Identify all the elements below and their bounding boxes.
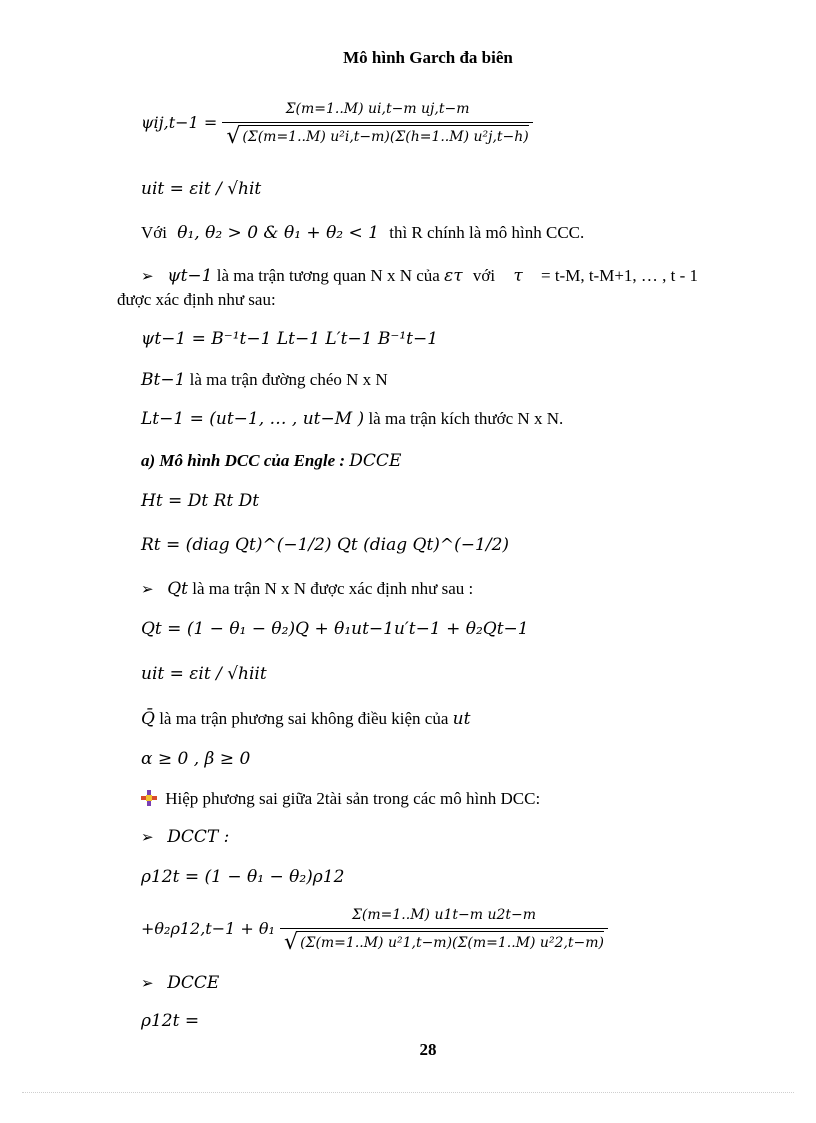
sqrt-icon: √ — [226, 124, 241, 149]
covariance-text: Hiệp phương sai giữa 2tài sản trong các mô hình DCC: — [165, 789, 541, 808]
condition-math: θ₁, θ₂ > 0 & θ₁ + θ₂ < 1 — [177, 223, 379, 243]
bullet-q-math: Qt — [167, 579, 189, 599]
section-a-heading — [141, 450, 401, 472]
equation-rho-2-fraction — [280, 904, 608, 954]
section-a-math: DCCE — [349, 451, 402, 471]
condition-prefix: Với — [141, 223, 167, 242]
equation-rho-3: ρ12t = — [141, 1011, 200, 1031]
bullet-psi-text1: là ma trận tương quan N x N của — [216, 266, 440, 285]
arrow-bullet-icon: ➢ — [141, 830, 154, 846]
colorful-plus-bullet-icon — [141, 790, 157, 806]
arrow-bullet-icon: ➢ — [141, 976, 154, 992]
equation-psi-ij-denominator: (Σ(m=1..M) u²i,t−m)(Σ(h=1..M) u²j,t−h) — [240, 125, 528, 148]
line-l-text: là ma trận kích thước N x N. — [368, 409, 564, 428]
bullet-q-line — [141, 578, 473, 601]
equation-rho-2-numerator: Σ(m=1..M) u1t−m u2t−m — [352, 907, 537, 923]
bullet-dcct-line — [141, 826, 229, 849]
condition-suffix: thì R chính là mô hình CCC. — [389, 223, 585, 242]
equation-alpha-beta: α ≥ 0 , β ≥ 0 — [141, 749, 251, 769]
bullet-dcct-math: DCCT : — [167, 827, 230, 847]
line-b-text: là ma trận đường chéo N x N — [189, 370, 388, 389]
line-qbar-math2: ut — [452, 709, 471, 729]
bullet-dcce-math: DCCE — [167, 973, 220, 993]
bullet-psi-continuation: được xác định như sau: — [117, 290, 276, 309]
page-number: 28 — [419, 1040, 437, 1059]
line-b-math: Bt−1 — [141, 370, 186, 390]
line-qbar-text: là ma trận phương sai không điều kiện của — [159, 709, 449, 728]
equation-u-it-1: uit = εit / √hit — [141, 179, 262, 199]
equation-psi-ij — [141, 98, 533, 148]
equation-rho-2 — [141, 904, 608, 954]
equation-r: Rt = (diag Qt)^(−1/2) Qt (diag Qt)^(−1/2) — [141, 535, 510, 555]
page-bottom-divider — [22, 1092, 794, 1093]
bullet-dcce-line — [141, 972, 219, 995]
equation-rho-2-lhs: +θ₂ρ12,t−1 + θ₁ — [141, 919, 275, 938]
line-l-math: Lt−1 = (ut−1, … , ut−M ) — [141, 409, 365, 429]
covariance-line — [141, 788, 540, 810]
arrow-bullet-icon: ➢ — [141, 582, 154, 598]
sqrt-icon: √ — [284, 930, 299, 955]
equation-psi: ψt−1 = B⁻¹t−1 Lt−1 L′t−1 B⁻¹t−1 — [141, 329, 439, 349]
bullet-psi-math1: ψt−1 — [167, 266, 213, 286]
bullet-psi-math2: ετ — [444, 266, 463, 286]
page-title: Mô hình Garch đa biên — [343, 48, 513, 67]
bullet-q-text: là ma trận N x N được xác định như sau : — [192, 579, 474, 598]
line-qbar — [141, 708, 470, 730]
bullet-psi-line — [141, 265, 698, 288]
line-qbar-math: Q̄ — [141, 709, 155, 729]
equation-q: Qt = (1 − θ₁ − θ₂)Q + θ₁ut−1u′t−1 + θ₂Qt−1 — [141, 619, 529, 639]
equation-psi-ij-fraction — [222, 98, 532, 148]
equation-psi-ij-numerator: Σ(m=1..M) ui,t−m uj,t−m — [285, 101, 470, 117]
equation-rho-2-denominator: (Σ(m=1..M) u²1,t−m)(Σ(m=1..M) u²2,t−m) — [298, 931, 604, 954]
equation-psi-ij-lhs: ψij,t−1 = — [141, 113, 218, 132]
equation-u-it-2: uit = εit / √hiit — [141, 664, 267, 684]
section-a-label: a) Mô hình DCC của Engle : — [141, 451, 346, 470]
condition-line — [141, 222, 584, 244]
line-b — [141, 369, 388, 391]
equation-h: Ht = Dt Rt Dt — [141, 491, 260, 511]
arrow-bullet-icon: ➢ — [141, 269, 154, 285]
equation-rho-1: ρ12t = (1 − θ₁ − θ₂)ρ12 — [141, 867, 345, 887]
bullet-psi-text2: với — [472, 266, 496, 285]
bullet-psi-text3: = t-M, t-M+1, … , t - 1 — [540, 266, 699, 285]
line-l — [141, 408, 563, 430]
bullet-psi-math3: τ — [513, 266, 523, 286]
